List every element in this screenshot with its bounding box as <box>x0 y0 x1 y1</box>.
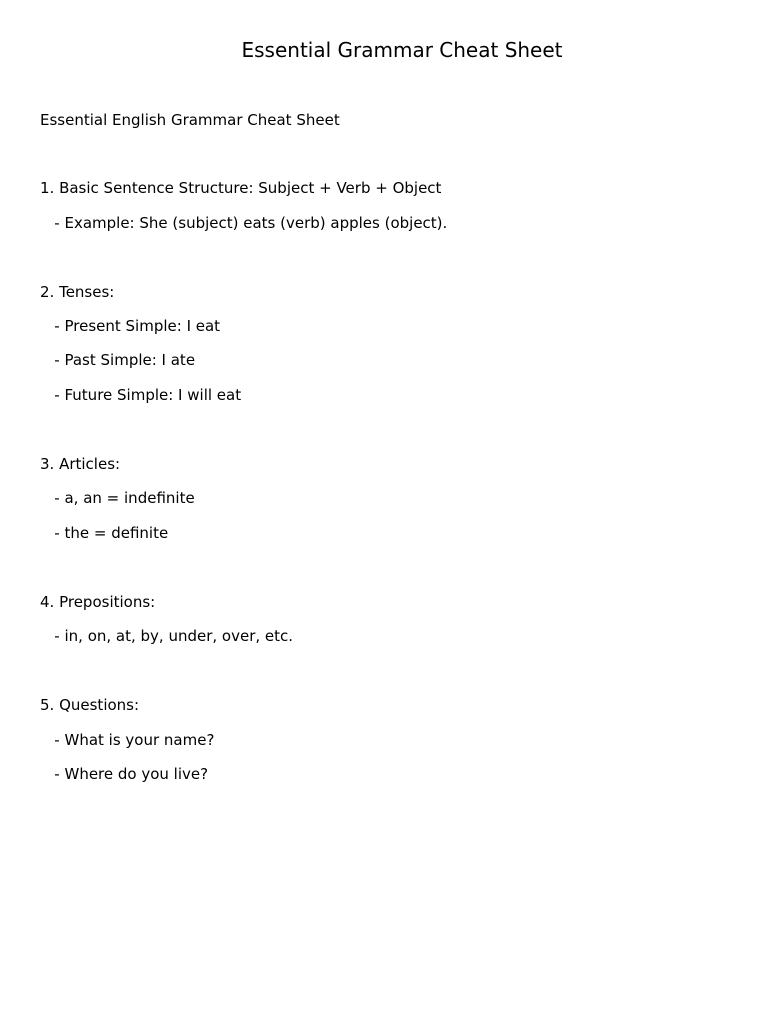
list-item: - Past Simple: I ate <box>40 351 196 369</box>
section-heading-sentence-structure: 1. Basic Sentence Structure: Subject + Verb + Object <box>40 179 442 197</box>
list-item: - the = definite <box>40 524 169 542</box>
section-heading-tenses: 2. Tenses: <box>40 283 115 301</box>
list-item: - Example: She (subject) eats (verb) apples (object). <box>40 214 448 232</box>
list-item: - in, on, at, by, under, over, etc. <box>40 627 294 645</box>
section-heading-articles: 3. Articles: <box>40 455 121 473</box>
list-item: - Where do you live? <box>40 765 209 783</box>
list-item: - Present Simple: I eat <box>40 317 221 335</box>
list-item: - a, an = indefinite <box>40 489 195 507</box>
section-heading-prepositions: 4. Prepositions: <box>40 593 156 611</box>
document-subtitle: Essential English Grammar Cheat Sheet <box>40 111 340 129</box>
page-title: Essential Grammar Cheat Sheet <box>241 38 563 62</box>
list-item: - Future Simple: I will eat <box>40 386 242 404</box>
section-heading-questions: 5. Questions: <box>40 696 140 714</box>
list-item: - What is your name? <box>40 731 215 749</box>
